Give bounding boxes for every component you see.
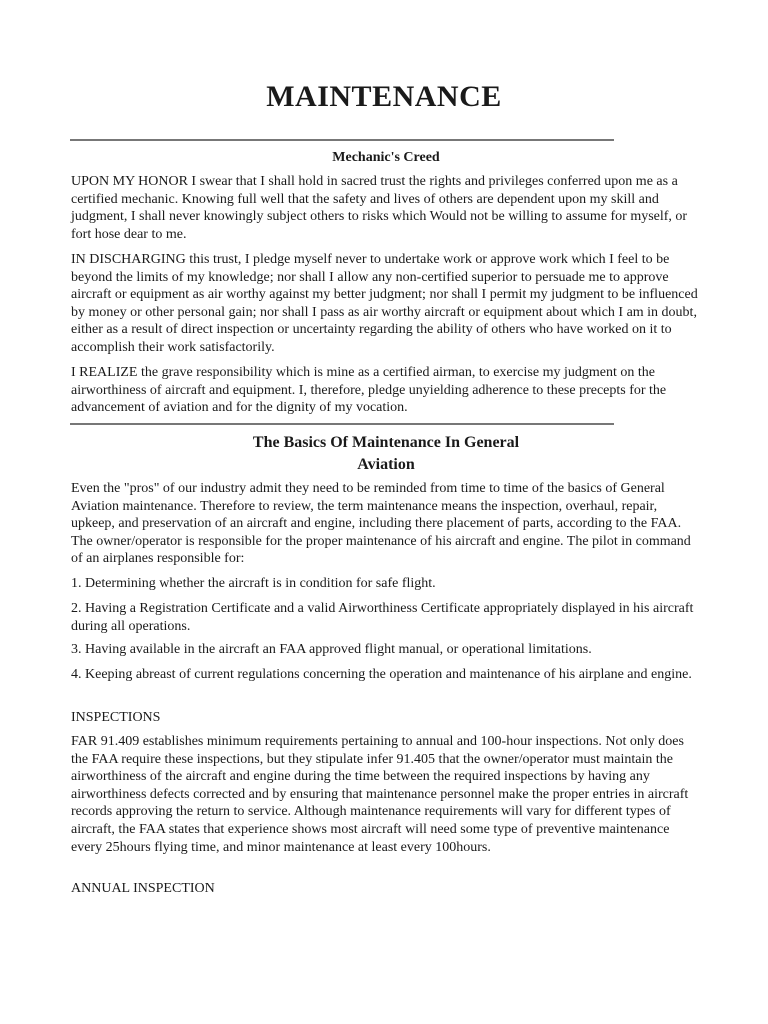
paragraph-text: Even the "pros" of our industry admit they need to be reminded from time to time of the basics of General Aviation maintenance. Therefore to review, the term maintenance means the inspection, overhaul, repair, upkeep, and preservation of an aircraft and engine, including there placement of parts, according to the FAA. The owner/operator is responsible for the proper maintenance of his aircraft and engine. The pilot in command of an airplanes responsible for: (71, 481, 691, 567)
inspections-subheading (71, 709, 701, 727)
list-item-2 (71, 600, 701, 635)
paragraph-text: ANNUAL INSPECTION (71, 881, 215, 896)
inspections-paragraph (71, 733, 701, 856)
basics-heading-line-2: Aviation (357, 456, 415, 473)
basics-heading-line-1: The Basics Of Maintenance In General (252, 434, 520, 451)
list-item-4 (71, 666, 701, 684)
annual-inspection-subheading (71, 880, 701, 898)
paragraph-text: 4. Keeping abreast of current regulations concerning the operation and maintenance of his airplane and engine. (71, 667, 692, 682)
paragraph-text: INSPECTIONS (71, 710, 161, 725)
paragraph-text: UPON MY HONOR I swear that I shall hold in sacred trust the rights and privileges conferred upon me as a certified mechanic. Knowing full well that the safety and lives of others are dependent upon my skill and judgment, I shall never knowingly subject others to risks which Would not be willing to assume for myself, or fort hose dear to me. (71, 174, 688, 242)
section-divider (70, 139, 614, 141)
creed-heading: Mechanic's Creed (332, 150, 440, 165)
creed-paragraph-honor (71, 173, 701, 243)
paragraph-text: 2. Having a Registration Certificate and a valid Airworthiness Certificate appropriately displayed in his aircraft during all operations. (71, 601, 694, 634)
creed-paragraph-discharging (71, 251, 701, 357)
basics-intro-paragraph (71, 480, 701, 568)
creed-paragraph-realize (71, 364, 701, 417)
document-title: MAINTENANCE (266, 80, 502, 113)
paragraph-text: 1. Determining whether the aircraft is in condition for safe flight. (71, 576, 436, 591)
list-item-1 (71, 575, 701, 593)
section-divider (70, 423, 614, 425)
basics-heading (71, 432, 701, 476)
paragraph-text: IN DISCHARGING this trust, I pledge myself never to undertake work or approve work which I feel to be beyond the limits of my knowledge; nor shall I allow any non-certified superior to persuade me to approve aircraft or equipment as air worthy against my better judgment; nor shall I permit my judgment to be influenced by money or other personal gain; nor shall I pass as air worthy aircraft or equipment about which I am in doubt, either as a result of direct inspection or uncertainty regarding the ability of others who have worked on it to accomplish their work satisfactorily. (71, 252, 698, 355)
paragraph-text: 3. Having available in the aircraft an FAA approved flight manual, or operational limitations. (71, 642, 592, 657)
list-item-3 (71, 641, 701, 659)
paragraph-text: I REALIZE the grave responsibility which is mine as a certified airman, to exercise my judgment on the airworthiness of aircraft and equipment. I, therefore, pledge unyielding adherence to these precepts for the advancement of aviation and for the dignity of my vocation. (71, 365, 667, 416)
paragraph-text: FAR 91.409 establishes minimum requirements pertaining to annual and 100-hour inspections. Not only does the FAA require these inspections, but they stipulate infer 91.405 that the owner/operator must maintain the airworthiness of the aircraft and engine during the time between the required inspections by having any airworthiness defects corrected and by ensuring that maintenance personnel make the proper entries in aircraft records approving the return to service. Although maintenance requirements will vary for different types of aircraft, the FAA states that experience shows most aircraft will need some type of preventive maintenance every 25hours flying time, and minor maintenance at least every 100hours. (71, 734, 689, 855)
